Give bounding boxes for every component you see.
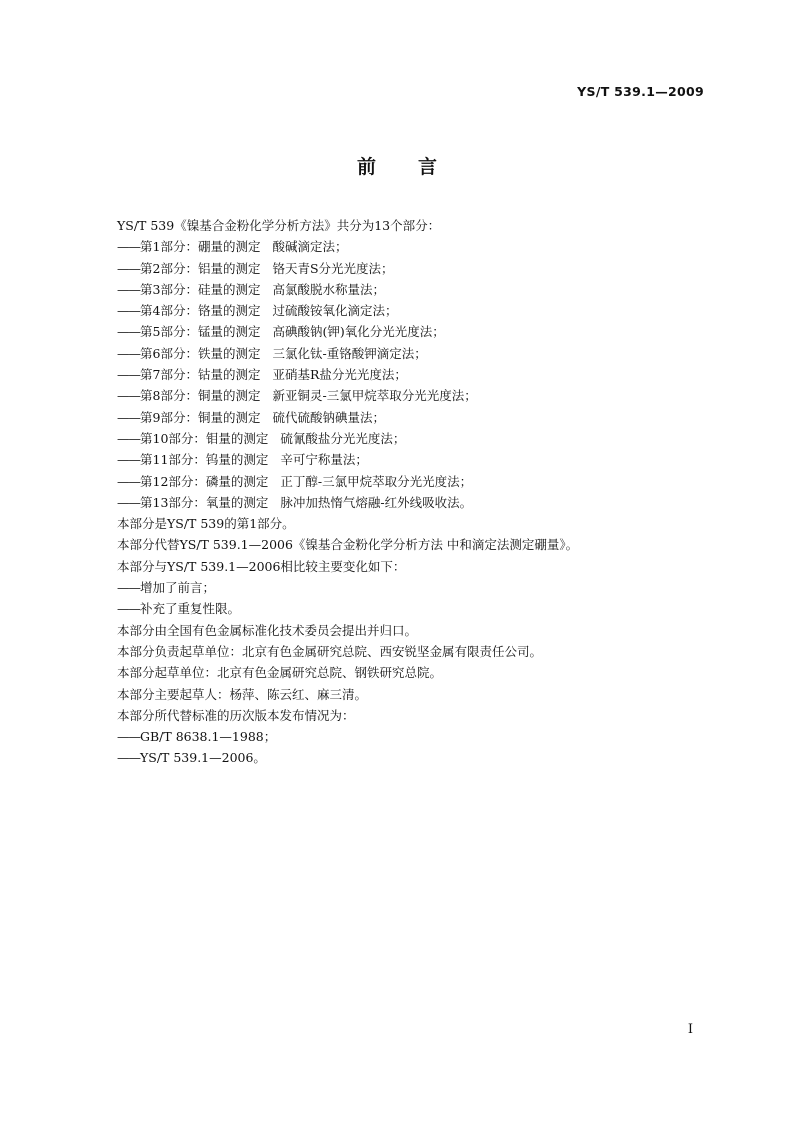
part-of-paragraph: 本部分是YS/T 539的第1部分。 [117,516,295,532]
responsible-unit-paragraph: 本部分负责起草单位：北京有色金属研究总院、西安锐坚金属有限责任公司。 [117,643,543,659]
part-label: 第8部分：铜量的测定 [140,388,261,404]
part-list-item [117,258,717,279]
part-method: 正丁醇-三氯甲烷萃取分光光度法； [280,473,473,489]
dash-mark: —— [117,729,140,745]
drafters-paragraph: 本部分主要起草人：杨萍、陈云红、麻三清。 [117,686,368,702]
dash-mark: —— [117,345,140,361]
part-method: 硫氰酸盐分光光度法； [280,430,406,446]
part-label: 第10部分：钼量的测定 [140,430,269,446]
part-label: 第4部分：铬量的测定 [140,303,261,319]
history-item [117,726,717,747]
part-method: 酸碱滴定法； [272,239,348,255]
dash-mark: —— [117,452,140,468]
dash-mark: —— [117,580,140,596]
parts-list [117,236,717,513]
page-title: 前言 [356,156,479,178]
part-method: 高氯酸脱水称量法； [272,281,385,297]
foreword-body [117,215,717,769]
change-text: 补充了重复性限。 [140,601,241,617]
history-text: GB/T 8638.1—1988； [140,729,277,745]
dash-mark: —— [117,494,140,510]
part-list-item [117,343,717,364]
part-method: 高碘酸钠(钾)氧化分光光度法； [272,324,445,340]
dash-mark: —— [117,388,140,404]
replaces-paragraph: 本部分代替YS/T 539.1—2006《镍基合金粉化学分析方法 中和滴定法测定硼量》。 [117,537,579,553]
part-list-item [117,428,717,449]
proposer-paragraph: 本部分由全国有色金属标准化技术委员会提出并归口。 [117,622,418,638]
part-list-item [117,449,717,470]
standard-code: YS/T 539.1—2009 [577,84,704,99]
intro-paragraph: YS/T 539《镍基合金粉化学分析方法》共分为13个部分： [117,218,441,233]
part-method: 三氯化钛-重铬酸钾滴定法； [272,345,427,361]
change-item [117,598,717,619]
dash-mark: —— [117,260,140,276]
part-method: 过硫酸铵氧化滴定法； [272,303,398,319]
part-method: 铬天青S分光光度法； [272,260,394,276]
part-label: 第2部分：铝量的测定 [140,260,261,276]
change-text: 增加了前言； [140,580,216,596]
part-method: 新亚铜灵-三氯甲烷萃取分光光度法； [272,388,477,404]
dash-mark: —— [117,281,140,297]
dash-mark: —— [117,303,140,319]
part-label: 第1部分：硼量的测定 [140,239,261,255]
part-label: 第5部分：锰量的测定 [140,324,261,340]
dash-mark: —— [117,324,140,340]
page-number: I [687,1022,693,1037]
part-label: 第13部分：氧量的测定 [140,494,269,510]
part-label: 第6部分：铁量的测定 [140,345,261,361]
dash-mark: —— [117,750,140,766]
part-method: 辛可宁称量法； [280,452,368,468]
part-method: 脉冲加热惰气熔融-红外线吸收法。 [280,494,473,510]
part-list-item [117,492,717,513]
part-list-item [117,385,717,406]
drafting-units-paragraph: 本部分起草单位：北京有色金属研究总院、钢铁研究总院。 [117,665,443,681]
part-label: 第11部分：钨量的测定 [140,452,269,468]
part-label: 第12部分：磷量的测定 [140,473,269,489]
part-list-item [117,236,717,257]
changes-intro-paragraph: 本部分与YS/T 539.1—2006相比较主要变化如下： [117,558,406,574]
history-item [117,747,717,768]
part-list-item [117,279,717,300]
history-intro-paragraph: 本部分所代替标准的历次版本发布情况为： [117,707,355,723]
dash-mark: —— [117,239,140,255]
part-label: 第7部分：钴量的测定 [140,367,261,383]
part-method: 硫代硫酸钠碘量法； [272,409,385,425]
part-method: 亚硝基R盐分光光度法； [272,367,407,383]
part-list-item [117,364,717,385]
dash-mark: —— [117,409,140,425]
part-list-item [117,471,717,492]
dash-mark: —— [117,430,140,446]
dash-mark: —— [117,367,140,383]
part-label: 第9部分：铜量的测定 [140,409,261,425]
history-text: YS/T 539.1—2006。 [140,750,266,766]
dash-mark: —— [117,601,140,617]
change-item [117,577,717,598]
part-list-item [117,321,717,342]
part-label: 第3部分：硅量的测定 [140,281,261,297]
part-list-item [117,300,717,321]
dash-mark: —— [117,473,140,489]
part-list-item [117,407,717,428]
